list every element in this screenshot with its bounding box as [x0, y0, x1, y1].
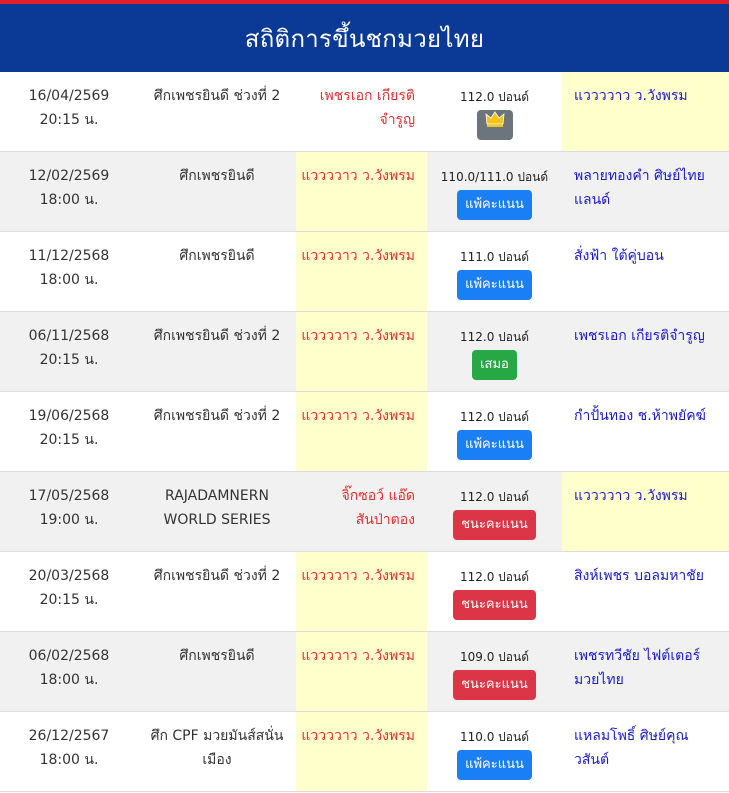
red-corner-cell [296, 72, 427, 151]
fight-date-cell [0, 232, 138, 311]
blue-corner-fighter-link[interactable]: สิงห์เพชร บอลมหาชัย [574, 568, 704, 584]
red-corner-cell [296, 632, 427, 711]
fight-time: 20:15 น. [39, 432, 99, 448]
result-cell [427, 72, 562, 151]
red-corner-cell [296, 552, 427, 631]
table-row [0, 72, 729, 152]
event-name: ศึกเพชรยินดี ช่วงที่ 2 [153, 328, 281, 344]
fight-time: 20:15 น. [39, 112, 99, 128]
event-name: ศึกเพชรยินดี ช่วงที่ 2 [153, 88, 281, 104]
red-corner-fighter-link[interactable]: แววววาว ว.วังพรม [301, 328, 415, 344]
result-cell [427, 392, 562, 471]
result-cell [427, 712, 562, 791]
fight-time: 20:15 น. [39, 592, 99, 608]
fight-time: 18:00 น. [39, 672, 99, 688]
red-corner-fighter-link[interactable]: จิ๊กซอว์ แอ๊ดสันป่าตอง [341, 488, 415, 528]
weight-label: 110.0 ปอนด์ [460, 730, 529, 744]
fight-date-cell [0, 72, 138, 151]
table-row [0, 312, 729, 392]
fight-date-cell [0, 392, 138, 471]
weight-label: 112.0 ปอนด์ [460, 570, 529, 584]
weight-label: 109.0 ปอนด์ [460, 650, 529, 664]
fight-record-table [0, 72, 729, 792]
result-cell [427, 232, 562, 311]
crown-icon [485, 110, 505, 140]
event-name: ศึกเพชรยินดี [179, 168, 255, 184]
fight-date-cell [0, 632, 138, 711]
fight-date: 26/12/2567 [28, 728, 110, 744]
fight-time: 20:15 น. [39, 352, 99, 368]
table-row [0, 472, 729, 552]
weight-label: 110.0/111.0 ปอนด์ [440, 170, 549, 184]
red-corner-fighter-link[interactable]: แววววาว ว.วังพรม [301, 568, 415, 584]
table-row [0, 152, 729, 232]
fight-date: 06/02/2568 [28, 648, 110, 664]
result-badge [477, 110, 513, 140]
red-corner-fighter-link[interactable]: เพชรเอก เกียรติจำรูญ [319, 88, 415, 128]
fight-time: 18:00 น. [39, 272, 99, 288]
weight-label: 111.0 ปอนด์ [460, 250, 529, 264]
table-row [0, 392, 729, 472]
blue-corner-cell [562, 312, 729, 391]
result-badge: แพ้คะแนน [457, 430, 532, 460]
event-name: RAJADAMNERN WORLD SERIES [163, 488, 271, 528]
fight-date: 11/12/2568 [28, 248, 110, 264]
result-badge: แพ้คะแนน [457, 270, 532, 300]
blue-corner-fighter-link[interactable]: เพชรเอก เกียรติจำรูญ [574, 328, 705, 344]
blue-corner-cell [562, 552, 729, 631]
fight-date-cell [0, 712, 138, 791]
blue-corner-cell [562, 152, 729, 231]
result-cell [427, 632, 562, 711]
result-badge: แพ้คะแนน [457, 750, 532, 780]
weight-label: 112.0 ปอนด์ [460, 490, 529, 504]
table-row [0, 552, 729, 632]
result-badge: ชนะคะแนน [453, 590, 536, 620]
blue-corner-cell [562, 232, 729, 311]
fight-date-cell [0, 312, 138, 391]
blue-corner-fighter-link[interactable]: แววววาว ว.วังพรม [574, 488, 688, 504]
blue-corner-cell [562, 392, 729, 471]
fight-date: 17/05/2568 [28, 488, 110, 504]
fight-time: 18:00 น. [39, 192, 99, 208]
result-badge: ชนะคะแนน [453, 510, 536, 540]
fight-date: 19/06/2568 [28, 408, 110, 424]
fight-date-cell [0, 552, 138, 631]
fight-date: 06/11/2568 [28, 328, 110, 344]
red-corner-fighter-link[interactable]: แววววาว ว.วังพรม [301, 168, 415, 184]
blue-corner-fighter-link[interactable]: เพชรทวีชัย ไฟต์เตอร์มวยไทย [574, 648, 701, 688]
blue-corner-fighter-link[interactable]: สั่งฟ้า ใต้คู่บอน [574, 248, 664, 264]
event-name: ศึกเพชรยินดี ช่วงที่ 2 [153, 408, 281, 424]
weight-label: 112.0 ปอนด์ [460, 330, 529, 344]
fight-date-cell [0, 152, 138, 231]
fight-date: 16/04/2569 [28, 88, 110, 104]
fight-time: 19:00 น. [39, 512, 99, 528]
table-row [0, 232, 729, 312]
red-corner-cell [296, 712, 427, 791]
blue-corner-fighter-link[interactable]: แววววาว ว.วังพรม [574, 88, 688, 104]
red-corner-cell [296, 232, 427, 311]
red-corner-cell [296, 152, 427, 231]
result-badge: ชนะคะแนน [453, 670, 536, 700]
fight-date: 20/03/2568 [28, 568, 110, 584]
result-cell [427, 312, 562, 391]
result-cell [427, 152, 562, 231]
blue-corner-cell [562, 712, 729, 791]
result-cell [427, 552, 562, 631]
blue-corner-fighter-link[interactable]: แหลมโพธิ์ ศิษย์คุณวสันต์ [574, 728, 689, 768]
table-row [0, 632, 729, 712]
fight-date-cell [0, 472, 138, 551]
result-badge: เสมอ [472, 350, 517, 380]
red-corner-cell [296, 392, 427, 471]
result-cell [427, 472, 562, 551]
red-corner-fighter-link[interactable]: แววววาว ว.วังพรม [301, 728, 415, 744]
red-corner-fighter-link[interactable]: แววววาว ว.วังพรม [301, 648, 415, 664]
event-name: ศึกเพชรยินดี [179, 648, 255, 664]
page-title: สถิติการขึ้นชกมวยไทย [0, 4, 729, 72]
blue-corner-cell [562, 632, 729, 711]
event-name: ศึกเพชรยินดี [179, 248, 255, 264]
result-badge: แพ้คะแนน [457, 190, 532, 220]
red-corner-cell [296, 312, 427, 391]
table-row [0, 712, 729, 792]
blue-corner-cell [562, 472, 729, 551]
blue-corner-cell [562, 72, 729, 151]
weight-label: 112.0 ปอนด์ [460, 410, 529, 424]
blue-corner-fighter-link[interactable]: พลายทองคำ ศิษย์ไทยแลนด์ [574, 168, 705, 208]
fight-time: 18:00 น. [39, 752, 99, 768]
event-name: ศึกเพชรยินดี ช่วงที่ 2 [153, 568, 281, 584]
red-corner-fighter-link[interactable]: แววววาว ว.วังพรม [301, 408, 415, 424]
blue-corner-fighter-link[interactable]: กำปั้นทอง ช.ห้าพยัคฆ์ [574, 408, 706, 424]
fight-date: 12/02/2569 [28, 168, 110, 184]
red-corner-fighter-link[interactable]: แววววาว ว.วังพรม [301, 248, 415, 264]
weight-label: 112.0 ปอนด์ [460, 90, 529, 104]
event-name: ศึก CPF มวยมันส์สนั่นเมือง [150, 728, 284, 768]
red-corner-cell [296, 472, 427, 551]
